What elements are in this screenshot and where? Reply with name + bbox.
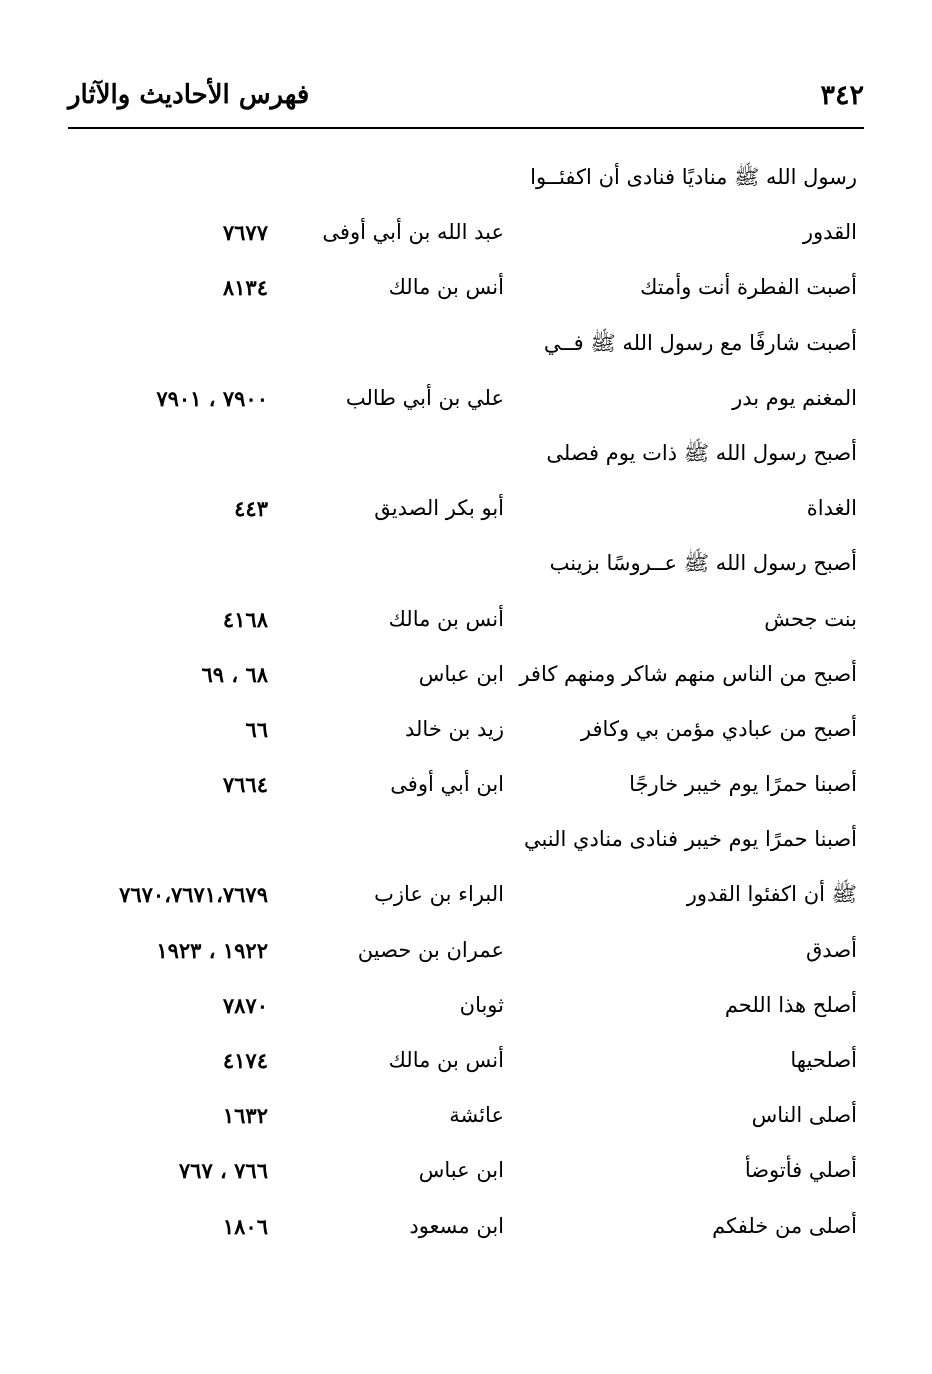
hadith-text: أصلى من خلفكم [712,1213,857,1238]
narrator-name: البراء بن عازب [374,882,504,907]
narrator-name: عمران بن حصين [357,937,504,962]
index-entry-row [0,1088,932,1143]
index-entry-row [0,536,932,591]
narrator-name: علي بن أبي طالب [345,385,504,410]
hadith-text: أصلى الناس [751,1103,857,1128]
narrator-name: ثوبان [459,992,504,1017]
hadith-numbers: ١٦٣٢ [222,1103,268,1129]
index-entry-row [0,867,932,922]
index-entry-row [0,592,932,647]
hadith-numbers: ٤١٧٤ [222,1048,268,1073]
hadith-text: بنت جحش [764,606,857,631]
index-entry-row [0,371,932,426]
hadith-numbers: ٧٦٧٠،٧٦٧١،٧٦٧٩ [119,882,268,908]
narrator-name: ابن مسعود [409,1213,504,1238]
index-entry-row [0,812,932,867]
hadith-numbers: ٨١٣٤ [222,275,268,301]
hadith-text: أصبح رسول الله ﷺ ذات يوم فصلى [546,440,857,465]
hadith-text: الغداة [806,496,857,521]
hadith-text: أصلحيها [790,1048,857,1072]
index-entry-row [0,923,932,978]
hadith-text: القدور [802,220,857,245]
index-entry-row [0,1143,932,1198]
index-entry-row [0,205,932,260]
index-entry-row [0,647,932,702]
hadith-text: أصبنا حمرًا يوم خيبر خارجًا [629,772,857,797]
hadith-text: أصلي فأتوضأ [744,1158,857,1183]
hadith-text: أصبت شارفًا مع رسول الله ﷺ فــي [543,330,857,355]
index-entry-row [0,1199,932,1254]
index-entry-row [0,481,932,536]
hadith-numbers: ٧٨٧٠ [222,992,268,1018]
hadith-numbers: ٦٦ [245,716,268,742]
hadith-numbers: ٦٨ ، ٦٩ [201,661,268,687]
index-entry-row [0,316,932,371]
index-entry-row [0,260,932,315]
narrator-name: عبد الله بن أبي أوفى [322,220,504,245]
page-header [68,78,864,122]
narrator-name: أنس بن مالك [388,1048,504,1072]
index-entry-row [0,426,932,481]
hadith-text: المغنم يوم بدر [732,385,857,410]
index-entry-row [0,702,932,757]
hadith-numbers: ١٨٠٦ [222,1213,268,1239]
index-entry-row [0,1033,932,1088]
page-number: ٣٤٢ [820,80,864,111]
index-entry-row [0,978,932,1033]
hadith-numbers: ٧٦٦ ، ٧٦٧ [178,1158,268,1184]
narrator-name: زيد بن خالد [405,716,504,741]
running-title: فهرس الأحاديث والآثار [68,80,310,110]
hadith-numbers: ٤١٦٨ [222,606,268,632]
hadith-numbers: ١٩٢٢ ، ١٩٢٣ [156,937,268,963]
hadith-text: رسول الله ﷺ مناديًا فنادى أن اكفئــوا [530,165,857,189]
narrator-name: ابن عباس [418,661,504,686]
header-rule [68,127,864,129]
hadith-text: أصبح من عبادي مؤمن بي وكافر [580,716,857,741]
narrator-name: ابن عباس [418,1158,504,1183]
narrator-name: ابن أبي أوفى [390,772,504,797]
narrator-name: أبو بكر الصديق [374,496,504,521]
hadith-text: ﷺ أن اكفئوا القدور [686,882,857,907]
hadith-text: أصبت الفطرة أنت وأمتك [640,275,857,300]
hadith-numbers: ٧٩٠٠ ، ٧٩٠١ [156,385,268,411]
hadith-text: أصبح من الناس منهم شاكر ومنهم كافر [519,661,857,686]
hadith-text: أصدق [806,937,857,962]
hadith-numbers: ٧٦٧٧ [222,220,268,246]
hadith-text: أصلح هذا اللحم [724,992,857,1017]
hadith-numbers: ٧٦٦٤ [222,772,268,798]
narrator-name: أنس بن مالك [388,275,504,300]
index-entry-row [0,150,932,205]
hadith-text: أصبح رسول الله ﷺ عــروسًا بزينب [549,551,857,576]
index-entry-row [0,757,932,812]
narrator-name: أنس بن مالك [388,606,504,631]
hadith-numbers: ٤٤٣ [234,496,268,522]
hadith-text: أصبنا حمرًا يوم خيبر فنادى منادي النبي [523,827,857,852]
hadith-index-list [0,150,932,1254]
narrator-name: عائشة [449,1103,504,1128]
